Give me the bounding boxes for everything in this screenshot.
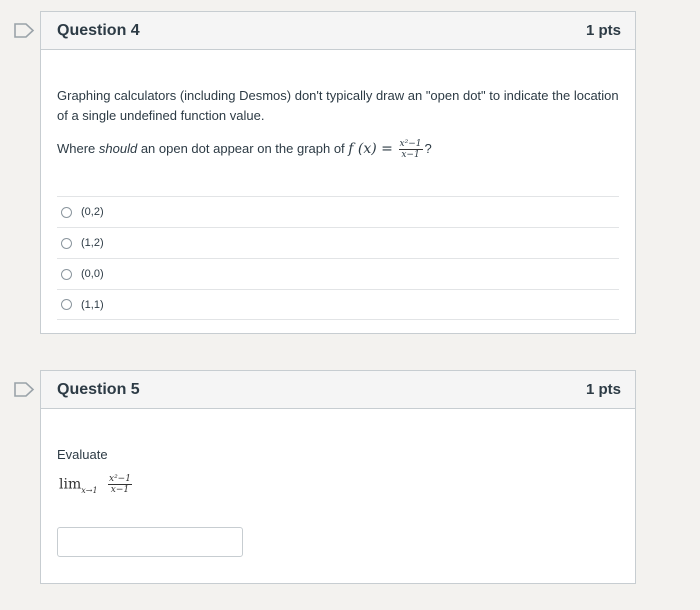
prompt-text-pre: Where — [57, 141, 99, 156]
question-5-points: 1 pts — [585, 381, 621, 398]
prompt-emphasis: should — [98, 141, 138, 156]
limit-subscript: x→1 — [81, 485, 98, 495]
flag-question-icon[interactable] — [13, 382, 35, 397]
question-4-title: Question 4 — [57, 21, 140, 39]
question-5-evaluate: Evaluate — [57, 447, 108, 462]
question-4-text-line2: of a single undefined function value. — [57, 108, 265, 123]
limit-expression — [59, 474, 134, 495]
question-4-text-line1: Graphing calculators (including Desmos) don't typically draw an "open dot" to indicate the location — [57, 88, 619, 103]
answer-option-1[interactable] — [57, 196, 619, 227]
limit-fraction — [108, 474, 132, 495]
radio-button[interactable] — [61, 269, 72, 280]
question-4-prompt — [57, 139, 432, 160]
fraction-numerator: x²−1 — [109, 474, 131, 484]
question-4-points: 1 pts — [585, 22, 621, 39]
radio-button[interactable] — [61, 299, 72, 310]
question-5-card — [40, 370, 636, 584]
prompt-question-mark: ? — [424, 141, 432, 156]
limit-label: lim — [59, 476, 82, 493]
answer-label: (0,0) — [81, 268, 104, 280]
answer-option-2[interactable] — [57, 227, 619, 258]
fraction-denominator: x−1 — [110, 485, 130, 495]
prompt-text-post: an open dot appear on the graph of — [137, 141, 349, 156]
answer-input[interactable] — [57, 527, 243, 557]
function-label: f (x) = — [348, 141, 393, 157]
question-4-header — [41, 12, 635, 50]
answer-label: (1,2) — [81, 237, 104, 249]
fraction-denominator: x−1 — [401, 150, 420, 161]
question-5-header — [41, 371, 635, 409]
answer-label: (1,1) — [81, 298, 104, 311]
fraction-numerator: x²−1 — [399, 139, 422, 150]
question-4-card — [40, 11, 636, 334]
radio-button[interactable] — [61, 207, 72, 218]
question-4-text — [57, 86, 627, 126]
answer-list — [57, 196, 619, 320]
answer-option-3[interactable] — [57, 258, 619, 289]
question-5-title: Question 5 — [57, 380, 140, 398]
radio-button[interactable] — [61, 238, 72, 249]
answer-label: (0,2) — [81, 206, 104, 218]
flag-question-icon[interactable] — [13, 23, 35, 38]
function-fraction — [399, 139, 423, 160]
answer-option-4[interactable] — [57, 289, 619, 320]
